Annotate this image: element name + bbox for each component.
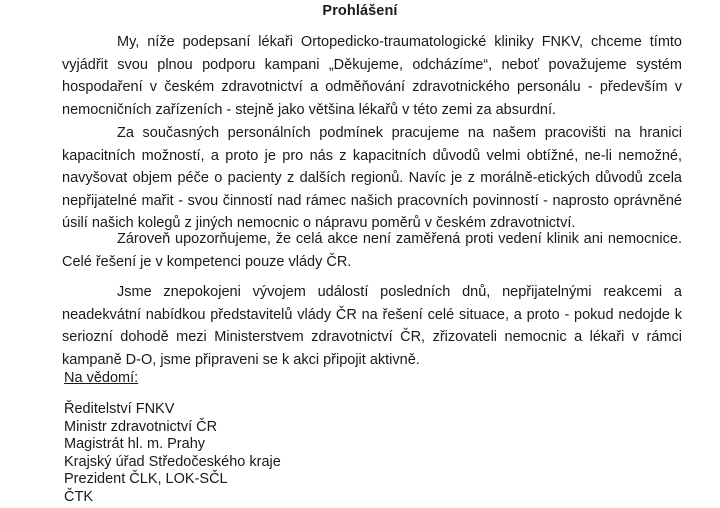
document-title: Prohlášení: [322, 3, 398, 19]
recipient-item: ČTK: [64, 488, 93, 505]
paragraph-support-statement: My, níže podepsaní lékaři Ortopedicko-traumatologické kliniky FNKV, chceme tímto vyjádřit svou plnou podporu kampani „Děkujeme, odcházíme“, neboť považujeme systém hospodaření v českém zdravotnictví a odměňování zdravotnického personálu - především v nemocničních zařízeních - stejně jako většina lékařů v této zemi za absurdní.: [62, 34, 682, 118]
acknowledgement-label: Na vědomí:: [64, 370, 139, 386]
recipient-list: [64, 401, 281, 506]
recipient-item: Magistrát hl. m. Prahy: [64, 436, 206, 452]
paragraph-capacity: Za současných personálních podmínek pracujeme na našem pracovišti na hranici kapacitních možností, a proto je pro nás z kapacitních důvodů velmi obtížné, ne-li nemožné, navyšovat objem péče o pacienty z dalších regionů. Navíc je z morálně-etických důvodů zcela nepřijatelné mařit - svou činností nad rámec našich pracovních povinností - naprosto oprávněné úsilí našich kolegů z jiných nemocnic o nápravu poměrů v českém zdravotnictví.: [62, 125, 682, 231]
paragraph-notice: Zároveň upozorňujeme, že celá akce není zaměřená proti vedení klinik ani nemocnice. Celé řešení je v kompetenci pouze vlády ČR.: [62, 231, 682, 270]
recipient-item: Prezident ČLK, LOK-SČL: [64, 471, 228, 487]
recipient-item: Ministr zdravotnictví ČR: [64, 418, 218, 435]
recipient-item: Ředitelství FNKV: [64, 401, 175, 417]
recipient-item: Krajský úřad Středočeského kraje: [64, 453, 281, 470]
paragraph-concern: Jsme znepokojeni vývojem událostí posledních dnů, nepřijatelnými reakcemi a neadekvátní nabídkou představitelů vlády ČR na řešení celé situace, a proto - pokud nedojde k seriozní dohodě mezi Ministerstvem zdravotnictví ČR, zřizovateli nemocnic a lékaři v rámci kampaně D-O, jsme připraveni se k akci připojit aktivně.: [62, 284, 682, 368]
